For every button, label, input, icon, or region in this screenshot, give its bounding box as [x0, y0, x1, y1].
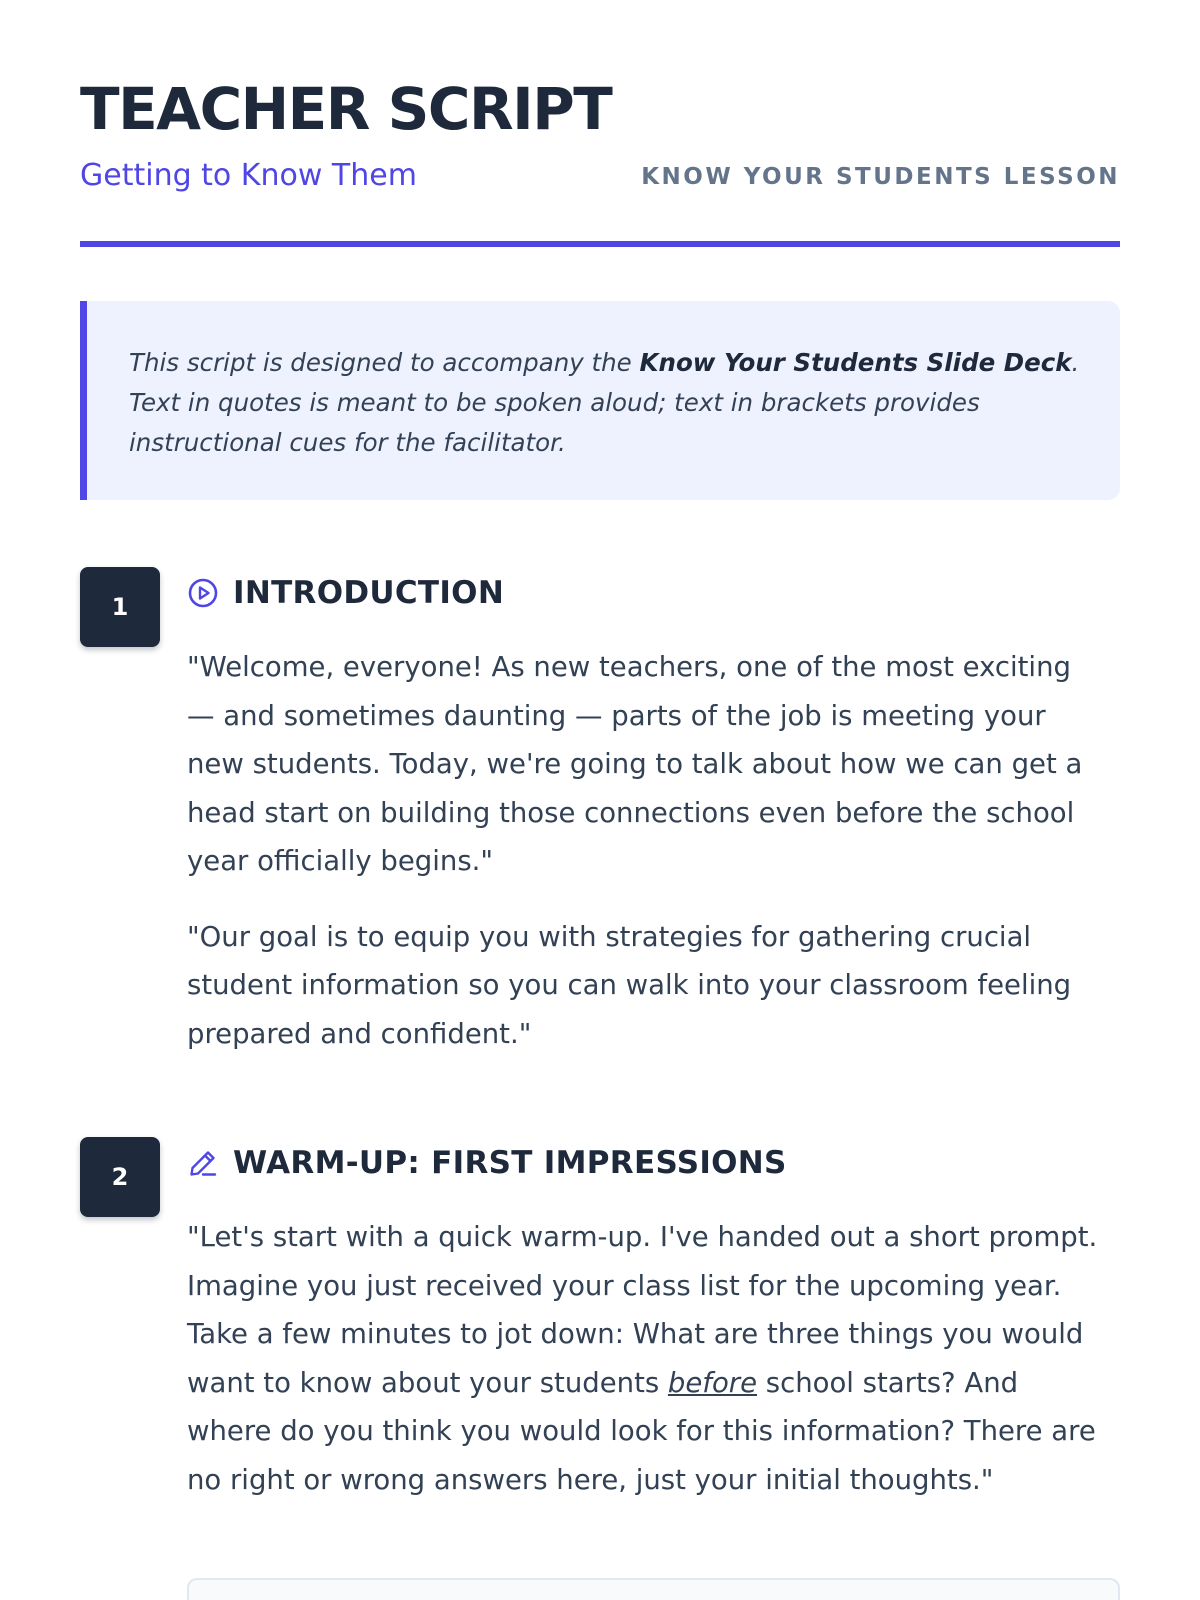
section-paragraph: "Our goal is to equip you with strategies for gathering crucial student information so you can walk into your classroom feeling prepared and confident."	[187, 920, 1072, 1050]
page-title: TEACHER SCRIPT	[80, 75, 612, 143]
section-body	[187, 1213, 1107, 1531]
section-body	[187, 643, 1107, 1085]
intro-note-suffix: . Text in quotes is meant to be spoken aloud; text in brackets provides instructional cues for the facilitator.	[129, 348, 1080, 457]
play-circle-icon	[187, 577, 219, 609]
lesson-tag: KNOW YOUR STUDENTS LESSON	[641, 164, 1120, 190]
section-header	[187, 1143, 787, 1183]
section-header	[187, 573, 504, 613]
section-paragraph	[187, 1213, 1107, 1504]
paragraph-text: "Let's start with a quick warm-up. I've handed out a short prompt. Imagine you just received your class list for the upcoming year. Take a few minutes to jot down: What are three things you would want to know about your students	[187, 1221, 1098, 1399]
page-subtitle: Getting to Know Them	[80, 158, 417, 193]
intro-note-text	[129, 343, 1080, 463]
intro-note	[80, 301, 1120, 500]
section-number-badge: 1	[80, 567, 160, 647]
intro-note-bold: Know Your Students Slide Deck	[639, 348, 1072, 377]
section-title: INTRODUCTION	[233, 575, 505, 611]
section-title: WARM-UP: FIRST IMPRESSIONS	[233, 1145, 787, 1181]
header-divider	[80, 241, 1120, 247]
pencil-icon	[187, 1147, 219, 1179]
section-paragraph: "Welcome, everyone! As new teachers, one of the most exciting — and sometimes daunting — parts of the job is meeting your new students. Today, we're going to talk about how we can get a head start on building those connections even before the school year officially begins."	[187, 651, 1083, 877]
emphasis-text: before	[667, 1366, 758, 1399]
section-number-badge: 2	[80, 1137, 160, 1217]
paragraph-text: school starts? And where do you think you would look for this information? There are no right or wrong answers here, just your initial thoughts."	[187, 1366, 1096, 1496]
response-box	[187, 1578, 1120, 1600]
intro-note-prefix: This script is designed to accompany the	[129, 348, 640, 377]
